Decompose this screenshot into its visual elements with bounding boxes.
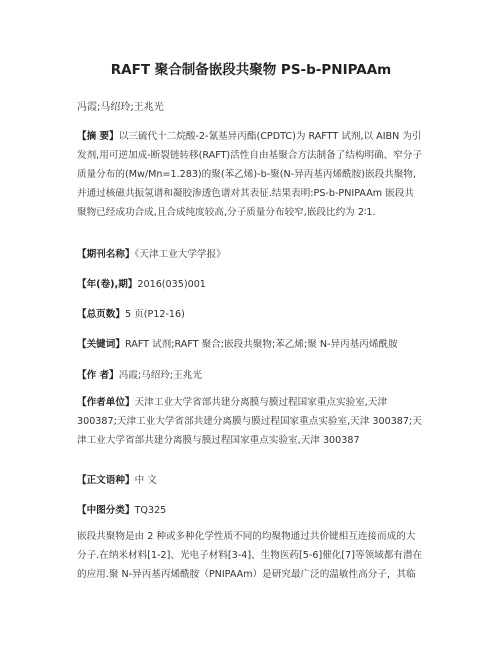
page-title: RAFT 聚合制备嵌段共聚物 PS-b-PNIPAAm <box>110 62 392 78</box>
language-value: 中 文 <box>134 475 157 486</box>
authors-label: 【作 者】 <box>77 370 119 381</box>
pages-value: 5 页(P12-16) <box>124 309 185 320</box>
author-byline: 冯霞;马绍玲;王兆光 <box>77 102 164 113</box>
authors-field <box>77 367 202 381</box>
affiliation-section <box>77 393 427 450</box>
keywords-value: RAFT 试剂;RAFT 聚合;嵌段共聚物;苯乙烯;聚 N-异丙基丙烯酰胺 <box>124 339 398 350</box>
abstract-line: 以三硫代十二烷酸-2-氰基异丙酯(CPDTC)为 RAFTT 试剂,以 AIBN 为引 <box>118 131 422 142</box>
abstract-label: 【摘 要】 <box>77 131 119 142</box>
language-label: 【正文语种】 <box>77 475 135 486</box>
abstract-line: 聚物已经成功合成,且合成纯度较高,分子质量分布较窄,嵌段比约为 2∶1. <box>77 207 376 218</box>
abstract-section <box>77 127 427 222</box>
year-label: 【年(卷),期】 <box>77 279 138 290</box>
affiliation-line: 300387;天津工业大学省部共建分离膜与膜过程国家重点实验室,天津 300387;天 <box>77 416 422 427</box>
affiliation-label: 【作者单位】 <box>77 397 135 408</box>
body-line: 的应用.聚 N-异丙基丙烯酰胺（PNIPAAm）是研究最广泛的温敏性高分子，其临 <box>77 569 416 580</box>
body-line: 分子.在纳米材料[1-2]、光电子材料[3-4]、生物医药[5-6]催化[7]等领域都有潜在 <box>77 550 423 561</box>
abstract-line: 发剂,用可逆加成-断裂链转移(RAFT)活性自由基聚合方法制备了结构明确、窄分子 <box>77 150 423 161</box>
journal-label: 【期刊名称】 <box>77 249 135 260</box>
keywords-field <box>77 336 398 350</box>
abstract-line: 并通过核磁共振氢谱和凝胶渗透色谱对其表征.结果表明:PS-b-PNIPAAm 嵌段共 <box>77 188 414 199</box>
pages-label: 【总页数】 <box>77 309 125 320</box>
language-field <box>77 472 157 486</box>
affiliation-line: 津工业大学省部共建分离膜与膜过程国家重点实验室,天津 300387 <box>77 435 360 446</box>
body-line: 嵌段共聚物是由 2 种或多种化学性质不同的均聚物通过共价键相互连接而成的大 <box>77 531 416 542</box>
pages-field <box>77 306 185 320</box>
year-field <box>77 276 206 290</box>
year-value: 2016(035)001 <box>137 279 206 290</box>
affiliation-line: 天津工业大学省部共建分离膜与膜过程国家重点实验室,天津 <box>134 397 388 408</box>
classification-label: 【中图分类】 <box>77 505 135 516</box>
keywords-label: 【关键词】 <box>77 339 125 350</box>
authors-value: 冯霞;马绍玲;王兆光 <box>118 370 202 381</box>
journal-field <box>77 246 226 260</box>
classification-value: TQ325 <box>134 505 167 516</box>
body-text <box>77 527 427 584</box>
journal-value: 《天津工业大学学报》 <box>134 249 226 260</box>
classification-field <box>77 502 166 516</box>
abstract-line: 质量分布的(Mw/Mn=1.283)的聚(苯乙烯)-b-聚(N-异丙基丙烯酰胺)嵌段共聚物, <box>77 169 417 180</box>
